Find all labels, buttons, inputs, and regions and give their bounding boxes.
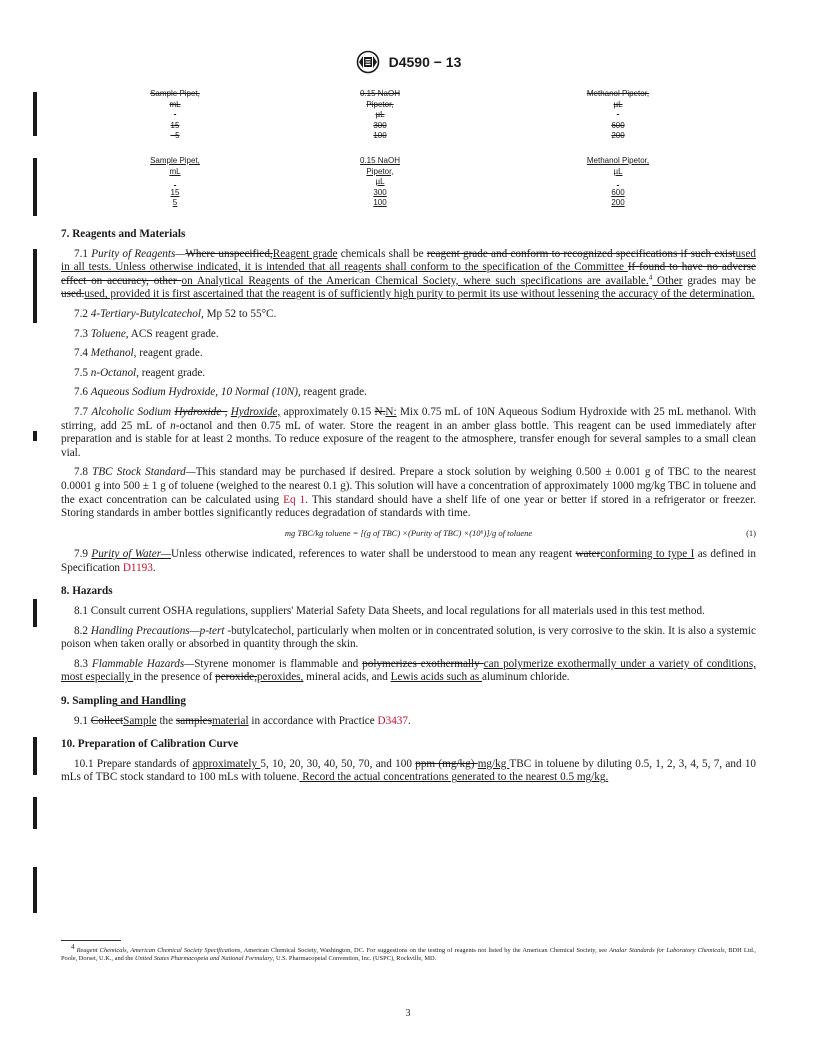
- footnote-divider: [61, 940, 121, 941]
- paragraph-10-1: 10.1 Prepare standards of approximately 5, 10, 20, 30, 40, 50, 70, and 100 ppm (mg/kg) mg/kg TBC in toluene by diluting 0.5, 1, 2, 3, 4, 5, 7, and 10 mLs of TBC stock standard to 100 mLs with toluene. Record the actual concentrations generated to the nearest 0.5 mg/kg.: [61, 757, 757, 784]
- document-designation: D4590 − 13: [388, 54, 462, 70]
- paragraph-8-3: 8.3 Flammable Hazards—Styrene monomer is flammable and polymerizes exothermally can polymerize exothermally under a variety of conditions, most especially in the presence of peroxide,peroxides, mineral acids, and Lewis acids such as aluminum chloride.: [61, 657, 756, 684]
- equation-link[interactable]: Eq 1: [283, 493, 306, 506]
- d3437-link[interactable]: D3437: [377, 714, 408, 727]
- footnote-ref: 4: [648, 273, 653, 282]
- d1193-link[interactable]: D1193: [122, 561, 153, 574]
- change-bar: [33, 867, 37, 913]
- change-bar: [33, 92, 37, 136]
- old-table-col-methanol-pipetor: Methanol Pipetor, µL 600 200: [586, 89, 650, 140]
- new-table-col-sample-pipet: Sample Pipet, mL 15 5: [150, 156, 200, 207]
- equation-1: mg TBC/kg toluene = [(g of TBC) ×(Purity of TBC) ×(10⁶)]/g of toluene (1): [61, 527, 756, 541]
- change-bar: [33, 599, 37, 627]
- section-heading-sampling: 9. Sampling and Handling: [61, 695, 186, 708]
- equation-number: (1): [746, 527, 756, 538]
- document-body: [61, 228, 756, 791]
- paragraph-7-2: 7.2 4-Tertiary-Butylcatechol, Mp 52 to 55°C.: [74, 307, 277, 320]
- paragraph-9-1: 9.1 CollectSample the samplesmaterial in accordance with Practice D3437.: [74, 714, 411, 727]
- paragraph-7-9: 7.9 Purity of Water—Unless otherwise indicated, references to water shall be understood to mean any reagent waterconforming to type I as defined in Specification D1193.: [61, 548, 756, 574]
- paragraph-7-6: 7.6 Aqueous Sodium Hydroxide, 10 Normal (10N), reagent grade.: [74, 386, 367, 399]
- old-table-col-naoh-pipetor: 0.15 NaOH Pipetor, µL 300 100: [359, 89, 401, 140]
- footnote-4: 4 Reagent Chemicals, American Chemical Society Specifications, American Chemical Society, Washington, DC. For suggestions on the testing of reagents not listed by the American Chemical Society, see Analar Standards for Laboratory Chemicals, BDH Ltd., Poole, Dorset, U.K., and the United States Pharmacopeia and National Formulary, U.S. Pharmacopeial Convention, Inc. (USPC), Rockville, MD.: [61, 943, 756, 963]
- change-bar: [33, 737, 37, 775]
- paragraph-7-1: 7.1 Purity of Reagents—Where unspecified,Reagent grade chemicals shall be reagent grade and conform to recognized specifications if such existused in all tests. Unless otherwise indicated, it is intended that all reagents shall conform to the specification of the Committee If found to have no adverse effect on accuracy, other on Analytical Reagents of the American Chemical Society, where such specifications are available.$^4$ Other grades may be used.used, provided it is first ascertained that the reagent is of sufficiently high purity to permit its use without lessening the accuracy of the determination.: [61, 247, 757, 301]
- paragraph-7-7: 7.7 Alcoholic Sodium Hydroxide , Hydroxide, approximately 0.15 N.N: Mix 0.75 mL of 10N Aqueous Sodium Hydroxide with 25 mL methanol. With stirring, add 25 mL of n-octanol and then 0.75 mL of water. Store the reagent in an amber glass bottle. This reagent can be used immediately after preparation and is stable for at least 2 months. To reduce exposure of the reagent to the atmosphere, transfer enough for several samples to a small clean vial.: [61, 405, 757, 459]
- paragraph-7-3: 7.3 Toluene, ACS reagent grade.: [74, 327, 219, 340]
- section-heading-calibration: 10. Preparation of Calibration Curve: [61, 738, 239, 751]
- paragraph-7-4: 7.4 Methanol, reagent grade.: [74, 347, 203, 360]
- section-heading-reagents: 7. Reagents and Materials: [61, 228, 186, 240]
- new-table-col-naoh-pipetor: 0.15 NaOH Pipetor, µL 300 100: [359, 156, 401, 207]
- old-table-col-sample-pipet: Sample Pipet, mL 15 −5: [150, 89, 200, 140]
- page-number: 3: [405, 1008, 411, 1019]
- paragraph-7-8: 7.8 TBC Stock Standard—This standard may be purchased if desired. Prepare a stock solution by weighing 0.500 ± 0.001 g of TBC to the nearest 0.0001 g into 500 ± 1 g of toluene (weighed to the nearest 0.1 g). This solution will have a concentration of approximately 1000 mg/kg TBC in toluene and the exact concentration can be calculated using Eq 1. This standard should have a shelf life of one year or better if stored in a refrigerator or freezer. Storing standards in amber bottles significantly reduces degradation of standards with time.: [61, 466, 756, 520]
- change-bar: [33, 249, 37, 323]
- section-heading-hazards: 8. Hazards: [61, 585, 113, 598]
- change-bar: [33, 797, 37, 829]
- astm-logo-icon: [355, 50, 381, 74]
- paragraph-8-1: 8.1 Consult current OSHA regulations, suppliers' Material Safety Data Sheets, and local regulations for all materials used in this test method.: [74, 605, 705, 618]
- page-header: [0, 50, 816, 74]
- paragraph-8-2: 8.2 Handling Precautions—p-tert -butylcatechol, particularly when molten or in concentrated solution, is very corrosive to the skin. It is also a systemic poison when taken orally or absorbed in quantity through the skin.: [61, 624, 757, 651]
- paragraph-7-5: 7.5 n-Octanol, reagent grade.: [74, 366, 206, 379]
- change-bar: [33, 158, 37, 216]
- change-bar: [33, 431, 37, 441]
- new-table-col-methanol-pipetor: Methanol Pipetor, µL 600 200: [586, 156, 650, 207]
